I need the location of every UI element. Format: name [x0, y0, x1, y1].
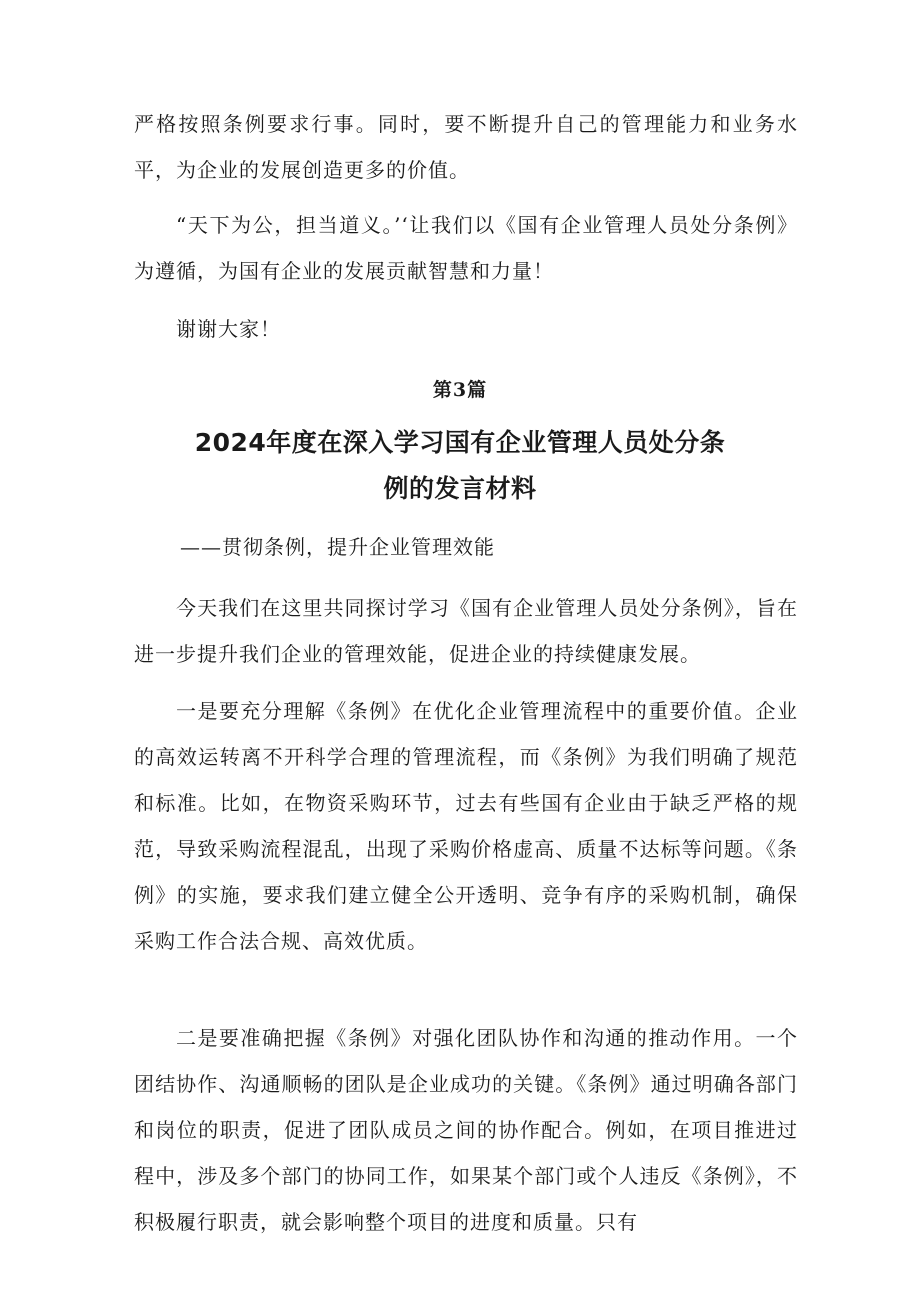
- closing-thanks: 谢谢大家！: [176, 317, 281, 341]
- body-paragraph-1: 今天我们在这里共同探讨学习《国有企业管理人员处分条例》，旨在进一步提升我们企业的管理效能，促进企业的持续健康发展。: [134, 596, 798, 666]
- quote-paragraph: “天下为公，担当道义。’‘让我们以《国有企业管理人员处分条例》为遵循，为国有企业的发展贡献智慧和力量！: [134, 213, 798, 283]
- section-label: 第3篇: [432, 379, 488, 401]
- body-paragraph-2: 一是要充分理解《条例》在优化企业管理流程中的重要价值。企业的高效运转离不开科学合理的管理流程，而《条例》为我们明确了规范和标准。比如，在物资采购环节，过去有些国有企业由于缺乏严格的规范，导致采购流程混乱，出现了采购价格虚高、质量不达标等问题。《条例》的实施，要求我们建立健全公开透明、竞争有序的采购机制，确保采购工作合法合规、高效优质。: [134, 699, 798, 953]
- document-subtitle: ——贯彻条例，提升企业管理效能: [180, 535, 495, 559]
- continuation-paragraph-1: 严格按照条例要求行事。同时，要不断提升自己的管理能力和业务水平，为企业的发展创造更多的价值。: [134, 112, 798, 182]
- document-title-line-2: 例的发言材料: [383, 474, 537, 503]
- body-paragraph-3: 二是要准确把握《条例》对强化团队协作和沟通的推动作用。一个团结协作、沟通顺畅的团队是企业成功的关键。《条例》通过明确各部门和岗位的职责，促进了团队成员之间的协作配合。例如，在项目推进过程中，涉及多个部门的协同工作，如果某个部门或个人违反《条例》，不积极履行职责，就会影响整个项目的进度和质量。只有: [134, 1026, 798, 1234]
- document-title-line-1: 2024年度在深入学习国有企业管理人员处分条: [194, 428, 726, 457]
